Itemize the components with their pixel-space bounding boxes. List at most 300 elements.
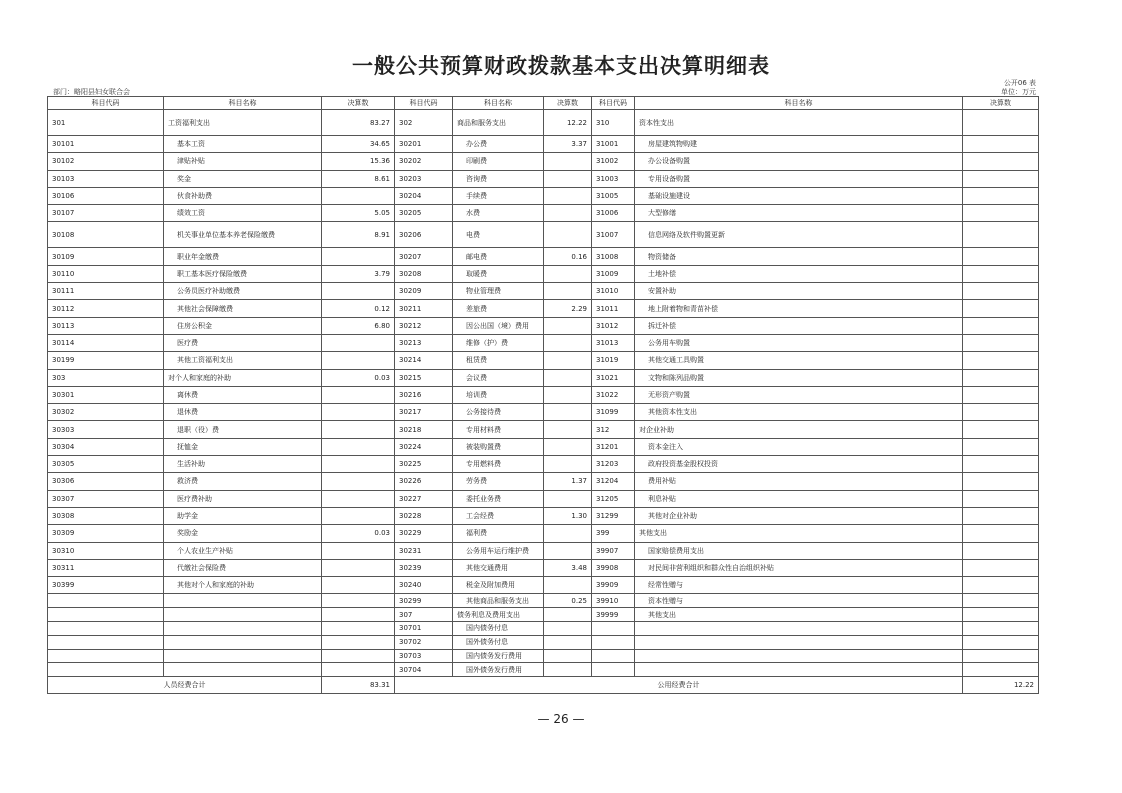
subject-code-cell: 31203 (592, 456, 635, 473)
table-row (48, 473, 1039, 490)
subject-code-cell: 30215 (395, 369, 453, 386)
subject-name-cell: 办公费 (453, 136, 544, 153)
subject-name-cell: 职业年金缴费 (164, 248, 322, 265)
subject-name-cell: 培训费 (453, 386, 544, 403)
subject-code-cell: 30301 (48, 386, 164, 403)
subject-name-cell: 基本工资 (164, 136, 322, 153)
subject-code-cell: 30239 (395, 559, 453, 576)
subject-name-cell: 土地补偿 (635, 265, 963, 282)
subject-code-cell (592, 649, 635, 663)
subject-name-cell: 奖金 (164, 170, 322, 187)
subject-code-cell: 30114 (48, 334, 164, 351)
amount-cell (544, 222, 592, 248)
subject-name-cell (164, 663, 322, 677)
amount-cell: 1.37 (544, 473, 592, 490)
public-total-label: 公用经费合计 (395, 677, 963, 694)
subject-name-cell: 专用燃料费 (453, 456, 544, 473)
subject-name-cell: 文物和陈列品购置 (635, 369, 963, 386)
subject-name-cell: 因公出国（境）费用 (453, 317, 544, 334)
table-row (48, 594, 1039, 608)
amount-cell (322, 438, 395, 455)
amount-cell (322, 421, 395, 438)
subject-code-cell: 31010 (592, 283, 635, 300)
subject-name-cell: 商品和服务支出 (453, 110, 544, 136)
amount-cell (963, 559, 1039, 576)
subject-name-cell: 离休费 (164, 386, 322, 403)
subject-code-cell: 31299 (592, 507, 635, 524)
amount-cell (322, 622, 395, 636)
amount-cell (963, 542, 1039, 559)
subject-code-cell: 30304 (48, 438, 164, 455)
subject-name-cell: 手续费 (453, 187, 544, 204)
table-row (48, 525, 1039, 542)
subject-code-cell: 30214 (395, 352, 453, 369)
subject-code-cell: 30208 (395, 265, 453, 282)
amount-cell (544, 608, 592, 622)
subject-code-cell: 30207 (395, 248, 453, 265)
subject-code-cell: 30703 (395, 649, 453, 663)
table-row (48, 187, 1039, 204)
public-total-value: 12.22 (963, 677, 1039, 694)
subject-code-cell: 39999 (592, 608, 635, 622)
subject-code-cell: 30212 (395, 317, 453, 334)
subject-code-cell: 30108 (48, 222, 164, 248)
subject-code-cell: 30310 (48, 542, 164, 559)
subject-name-cell: 咨询费 (453, 170, 544, 187)
subject-name-cell: 公务员医疗补助缴费 (164, 283, 322, 300)
subject-name-cell: 退休费 (164, 404, 322, 421)
subject-code-cell: 30218 (395, 421, 453, 438)
header-code: 科目代码 (395, 97, 453, 110)
amount-cell (963, 456, 1039, 473)
subject-name-cell (635, 635, 963, 649)
subject-code-cell: 30203 (395, 170, 453, 187)
header-name: 科目名称 (635, 97, 963, 110)
subject-name-cell: 公务用车运行维护费 (453, 542, 544, 559)
amount-cell (544, 663, 592, 677)
subject-code-cell (48, 663, 164, 677)
amount-cell: 0.03 (322, 525, 395, 542)
amount-cell: 1.30 (544, 507, 592, 524)
subject-name-cell: 政府投资基金股权投资 (635, 456, 963, 473)
subject-code-cell: 30201 (395, 136, 453, 153)
table-row (48, 456, 1039, 473)
amount-cell: 34.65 (322, 136, 395, 153)
table-row (48, 542, 1039, 559)
amount-cell (322, 507, 395, 524)
amount-cell: 3.48 (544, 559, 592, 576)
subject-name-cell: 工资福利支出 (164, 110, 322, 136)
subject-code-cell: 30303 (48, 421, 164, 438)
amount-cell (963, 525, 1039, 542)
amount-cell: 0.25 (544, 594, 592, 608)
amount-cell (963, 187, 1039, 204)
subject-code-cell: 30306 (48, 473, 164, 490)
subject-code-cell: 39907 (592, 542, 635, 559)
subject-code-cell: 30227 (395, 490, 453, 507)
amount-cell (963, 404, 1039, 421)
subject-name-cell: 电费 (453, 222, 544, 248)
subject-code-cell: 30217 (395, 404, 453, 421)
subject-code-cell: 31006 (592, 205, 635, 222)
subject-code-cell: 30113 (48, 317, 164, 334)
subject-code-cell: 399 (592, 525, 635, 542)
unit-label: 单位：万元 (1001, 88, 1036, 96)
amount-cell (963, 205, 1039, 222)
amount-cell (963, 265, 1039, 282)
amount-cell (963, 649, 1039, 663)
subject-code-cell: 302 (395, 110, 453, 136)
subject-name-cell: 专用设备购置 (635, 170, 963, 187)
table-row (48, 110, 1039, 136)
amount-cell: 83.27 (322, 110, 395, 136)
subject-code-cell: 30102 (48, 153, 164, 170)
subject-name-cell: 税金及附加费用 (453, 577, 544, 594)
subject-name-cell: 其他支出 (635, 525, 963, 542)
subject-code-cell: 31002 (592, 153, 635, 170)
subject-code-cell: 31099 (592, 404, 635, 421)
subject-code-cell: 30240 (395, 577, 453, 594)
subject-code-cell: 30307 (48, 490, 164, 507)
subject-code-cell: 30202 (395, 153, 453, 170)
amount-cell (544, 265, 592, 282)
amount-cell (544, 490, 592, 507)
amount-cell (963, 438, 1039, 455)
table-row (48, 490, 1039, 507)
subject-code-cell: 303 (48, 369, 164, 386)
subject-name-cell: 安置补助 (635, 283, 963, 300)
amount-cell: 6.80 (322, 317, 395, 334)
subject-code-cell: 30205 (395, 205, 453, 222)
subject-name-cell: 公务用车购置 (635, 334, 963, 351)
table-row (48, 222, 1039, 248)
totals-row (48, 677, 1039, 694)
subject-name-cell: 工会经费 (453, 507, 544, 524)
subject-name-cell: 津贴补贴 (164, 153, 322, 170)
amount-cell (322, 283, 395, 300)
subject-code-cell: 31012 (592, 317, 635, 334)
subject-name-cell: 利息补贴 (635, 490, 963, 507)
subject-code-cell (48, 594, 164, 608)
amount-cell (544, 421, 592, 438)
amount-cell: 0.12 (322, 300, 395, 317)
subject-name-cell (164, 649, 322, 663)
subject-name-cell: 费用补贴 (635, 473, 963, 490)
subject-name-cell: 专用材料费 (453, 421, 544, 438)
subject-name-cell: 其他支出 (635, 608, 963, 622)
amount-cell: 3.37 (544, 136, 592, 153)
amount-cell (322, 456, 395, 473)
subject-code-cell: 39908 (592, 559, 635, 576)
subject-code-cell: 31013 (592, 334, 635, 351)
amount-cell (963, 170, 1039, 187)
form-number: 公开06 表 (1003, 79, 1036, 87)
table-row (48, 404, 1039, 421)
subject-name-cell: 职工基本医疗保险缴费 (164, 265, 322, 282)
subject-name-cell: 机关事业单位基本养老保险缴费 (164, 222, 322, 248)
table-row (48, 153, 1039, 170)
header-amount: 决算数 (544, 97, 592, 110)
subject-name-cell (164, 635, 322, 649)
amount-cell (963, 300, 1039, 317)
subject-name-cell: 代缴社会保险费 (164, 559, 322, 576)
subject-name-cell: 其他资本性支出 (635, 404, 963, 421)
subject-name-cell: 资本性支出 (635, 110, 963, 136)
subject-name-cell: 信息网络及软件购置更新 (635, 222, 963, 248)
subject-code-cell: 31201 (592, 438, 635, 455)
subject-name-cell: 助学金 (164, 507, 322, 524)
table-row (48, 283, 1039, 300)
amount-cell (963, 473, 1039, 490)
subject-code-cell (48, 635, 164, 649)
subject-code-cell: 30109 (48, 248, 164, 265)
subject-code-cell: 30308 (48, 507, 164, 524)
subject-code-cell: 30225 (395, 456, 453, 473)
subject-code-cell (592, 663, 635, 677)
subject-name-cell: 租赁费 (453, 352, 544, 369)
subject-code-cell: 30107 (48, 205, 164, 222)
subject-code-cell: 30112 (48, 300, 164, 317)
amount-cell (322, 542, 395, 559)
amount-cell: 8.91 (322, 222, 395, 248)
subject-code-cell: 31021 (592, 369, 635, 386)
subject-code-cell: 30299 (395, 594, 453, 608)
subject-name-cell: 资本金注入 (635, 438, 963, 455)
amount-cell (963, 577, 1039, 594)
amount-cell (544, 283, 592, 300)
subject-code-cell: 30226 (395, 473, 453, 490)
subject-code-cell: 307 (395, 608, 453, 622)
subject-name-cell (164, 622, 322, 636)
table-row (48, 265, 1039, 282)
subject-code-cell: 30228 (395, 507, 453, 524)
amount-cell (963, 136, 1039, 153)
amount-cell (544, 170, 592, 187)
amount-cell: 5.05 (322, 205, 395, 222)
table-row (48, 136, 1039, 153)
amount-cell (963, 507, 1039, 524)
amount-cell (963, 110, 1039, 136)
subject-code-cell: 39910 (592, 594, 635, 608)
subject-code-cell: 30213 (395, 334, 453, 351)
subject-name-cell: 奖励金 (164, 525, 322, 542)
subject-code-cell: 30224 (395, 438, 453, 455)
amount-cell (963, 222, 1039, 248)
subject-code-cell: 30704 (395, 663, 453, 677)
subject-code-cell: 30311 (48, 559, 164, 576)
subject-name-cell (164, 608, 322, 622)
subject-code-cell: 30211 (395, 300, 453, 317)
subject-name-cell: 退职（役）费 (164, 421, 322, 438)
subject-name-cell: 抚恤金 (164, 438, 322, 455)
header-name: 科目名称 (453, 97, 544, 110)
subject-name-cell: 印刷费 (453, 153, 544, 170)
amount-cell (963, 663, 1039, 677)
header-amount: 决算数 (322, 97, 395, 110)
subject-name-cell: 资本性赠与 (635, 594, 963, 608)
amount-cell (322, 577, 395, 594)
amount-cell (963, 635, 1039, 649)
subject-name-cell: 住房公积金 (164, 317, 322, 334)
subject-code-cell: 30106 (48, 187, 164, 204)
amount-cell (544, 369, 592, 386)
subject-name-cell: 生活补助 (164, 456, 322, 473)
amount-cell (322, 352, 395, 369)
personnel-total-label: 人员经费合计 (48, 677, 322, 694)
subject-name-cell: 其他交通费用 (453, 559, 544, 576)
subject-code-cell: 31005 (592, 187, 635, 204)
amount-cell (322, 473, 395, 490)
subject-code-cell: 30309 (48, 525, 164, 542)
amount-cell (544, 577, 592, 594)
amount-cell: 15.36 (322, 153, 395, 170)
subject-name-cell: 其他对个人和家庭的补助 (164, 577, 322, 594)
amount-cell (544, 317, 592, 334)
table-row (48, 635, 1039, 649)
amount-cell (963, 490, 1039, 507)
amount-cell (544, 153, 592, 170)
header-code: 科目代码 (592, 97, 635, 110)
table-row (48, 386, 1039, 403)
subject-name-cell: 国内债务发行费用 (453, 649, 544, 663)
subject-name-cell: 其他工资福利支出 (164, 352, 322, 369)
subject-name-cell: 差旅费 (453, 300, 544, 317)
subject-name-cell: 大型修缮 (635, 205, 963, 222)
amount-cell (322, 559, 395, 576)
subject-name-cell (635, 649, 963, 663)
amount-cell (963, 334, 1039, 351)
subject-name-cell: 救济费 (164, 473, 322, 490)
subject-name-cell: 国外债务付息 (453, 635, 544, 649)
subject-name-cell: 水费 (453, 205, 544, 222)
amount-cell (322, 404, 395, 421)
table-row (48, 622, 1039, 636)
amount-cell (963, 352, 1039, 369)
subject-code-cell: 30199 (48, 352, 164, 369)
table-row (48, 421, 1039, 438)
subject-code-cell: 310 (592, 110, 635, 136)
amount-cell (544, 352, 592, 369)
header-code: 科目代码 (48, 97, 164, 110)
table-row (48, 608, 1039, 622)
table-row (48, 170, 1039, 187)
header-name: 科目名称 (164, 97, 322, 110)
table-row (48, 300, 1039, 317)
table-row (48, 507, 1039, 524)
subject-code-cell (48, 649, 164, 663)
subject-name-cell: 其他商品和服务支出 (453, 594, 544, 608)
subject-name-cell (635, 663, 963, 677)
table-row (48, 248, 1039, 265)
subject-code-cell (592, 635, 635, 649)
subject-code-cell: 30206 (395, 222, 453, 248)
amount-cell (963, 386, 1039, 403)
subject-code-cell: 31007 (592, 222, 635, 248)
table-row (48, 205, 1039, 222)
amount-cell (544, 525, 592, 542)
table-row (48, 352, 1039, 369)
amount-cell (322, 663, 395, 677)
subject-name-cell: 医疗费 (164, 334, 322, 351)
subject-name-cell: 国内债务付息 (453, 622, 544, 636)
amount-cell (963, 248, 1039, 265)
subject-name-cell: 国外债务发行费用 (453, 663, 544, 677)
subject-name-cell: 委托业务费 (453, 490, 544, 507)
subject-code-cell: 30101 (48, 136, 164, 153)
subject-name-cell (164, 594, 322, 608)
subject-code-cell: 31204 (592, 473, 635, 490)
subject-code-cell (48, 622, 164, 636)
amount-cell (963, 283, 1039, 300)
amount-cell (544, 404, 592, 421)
amount-cell (544, 622, 592, 636)
subject-name-cell: 国家赔偿费用支出 (635, 542, 963, 559)
personnel-total-value: 83.31 (322, 677, 395, 694)
amount-cell (544, 649, 592, 663)
table-row (48, 577, 1039, 594)
page-number: — 26 — (537, 712, 585, 726)
header-amount: 决算数 (963, 97, 1039, 110)
subject-code-cell: 30204 (395, 187, 453, 204)
subject-name-cell: 公务接待费 (453, 404, 544, 421)
expenditure-table (47, 96, 1039, 694)
subject-code-cell: 31019 (592, 352, 635, 369)
subject-name-cell: 其他交通工具购置 (635, 352, 963, 369)
amount-cell: 8.61 (322, 170, 395, 187)
subject-code-cell: 31205 (592, 490, 635, 507)
amount-cell (322, 187, 395, 204)
subject-code-cell: 312 (592, 421, 635, 438)
subject-name-cell (635, 622, 963, 636)
subject-code-cell: 30701 (395, 622, 453, 636)
subject-name-cell: 其他对企业补助 (635, 507, 963, 524)
subject-code-cell: 30399 (48, 577, 164, 594)
amount-cell (963, 317, 1039, 334)
subject-name-cell: 债务利息及费用支出 (453, 608, 544, 622)
subject-name-cell: 劳务费 (453, 473, 544, 490)
amount-cell (963, 153, 1039, 170)
subject-name-cell: 个人农业生产补贴 (164, 542, 322, 559)
amount-cell (322, 635, 395, 649)
amount-cell (544, 438, 592, 455)
subject-name-cell: 伙食补助费 (164, 187, 322, 204)
subject-code-cell: 30302 (48, 404, 164, 421)
subject-name-cell: 物资储备 (635, 248, 963, 265)
amount-cell: 0.03 (322, 369, 395, 386)
table-row (48, 334, 1039, 351)
subject-name-cell: 办公设备购置 (635, 153, 963, 170)
subject-code-cell: 31008 (592, 248, 635, 265)
subject-name-cell: 基础设施建设 (635, 187, 963, 204)
subject-name-cell: 对个人和家庭的补助 (164, 369, 322, 386)
subject-code-cell: 30702 (395, 635, 453, 649)
department-label: 部门：略阳县妇女联合会 (53, 88, 130, 96)
subject-name-cell: 维修（护）费 (453, 334, 544, 351)
subject-code-cell: 31001 (592, 136, 635, 153)
subject-name-cell: 取暖费 (453, 265, 544, 282)
subject-code-cell: 30216 (395, 386, 453, 403)
table-row (48, 663, 1039, 677)
table-row (48, 317, 1039, 334)
subject-code-cell: 31003 (592, 170, 635, 187)
subject-name-cell: 邮电费 (453, 248, 544, 265)
amount-cell (963, 594, 1039, 608)
subject-code-cell: 301 (48, 110, 164, 136)
amount-cell (322, 594, 395, 608)
subject-code-cell: 30111 (48, 283, 164, 300)
amount-cell (544, 386, 592, 403)
subject-name-cell: 拆迁补偿 (635, 317, 963, 334)
